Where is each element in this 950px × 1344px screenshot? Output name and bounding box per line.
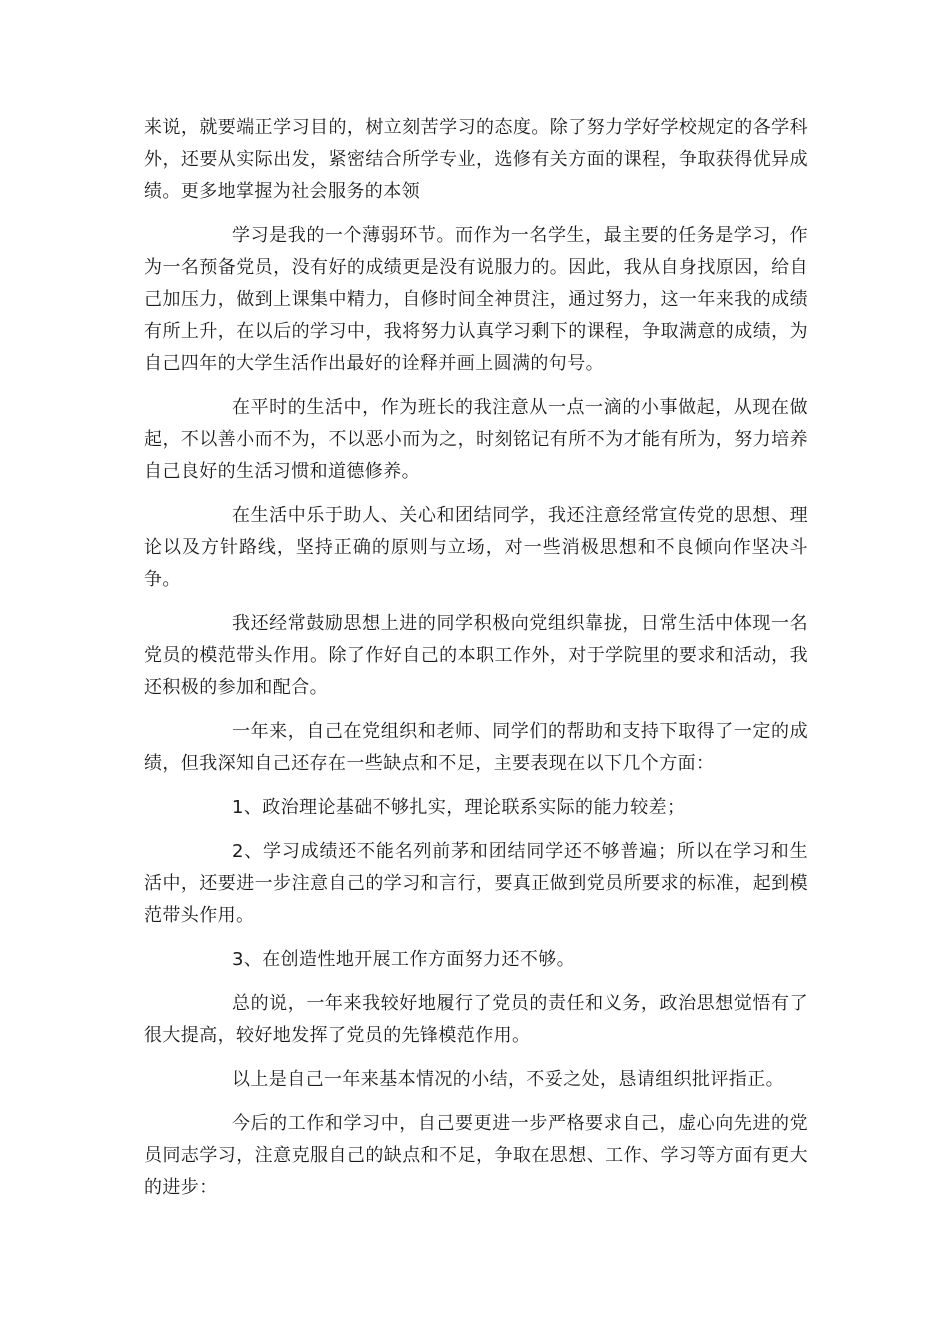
paragraph-3: 在平时的生活中，作为班长的我注意从一点一滴的小事做起，从现在做起，不以善小而不为，不以恶小而为之，时刻铭记有所不为才能有所为，努力培养自己良好的生活习惯和道德修养。 [144,397,808,482]
paragraph-future: 今后的工作和学习中，自己要更进一步严格要求自己，虚心向先进的党员同志学习，注意克服自己的缺点和不足，争取在思想、工作、学习等方面有更大的进步： [144,1113,808,1198]
paragraph-2: 学习是我的一个薄弱环节。而作为一名学生，最主要的任务是学习，作为一名预备党员，没有好的成绩更是没有说服力的。因此，我从自身找原因，给自己加压力，做到上课集中精力，自修时间全神贯注，通过努力，这一年来我的成绩有所上升，在以后的学习中，我将努力认真学习剩下的课程，争取满意的成绩，为自己四年的大学生活作出最好的诠释并画上圆满的句号。 [144,225,808,374]
paragraph-1: 来说，就要端正学习目的，树立刻苦学习的态度。除了努力学好学校规定的各学科外，还要从实际出发，紧密结合所学专业，选修有关方面的课程，争取获得优异成绩。更多地掌握为社会服务的本领 [144,117,808,202]
document-body [144,112,808,1216]
paragraph-summary: 总的说，一年来我较好地履行了党员的责任和义务，政治思想觉悟有了很大提高，较好地发挥了党员的先锋模范作用。 [144,993,808,1046]
paragraph-4: 在生活中乐于助人、关心和团结同学，我还注意经常宣传党的思想、理论以及方针路线，坚持正确的原则与立场，对一些消极思想和不良倾向作坚决斗争。 [144,505,808,590]
list-item-2: 2、学习成绩还不能名列前茅和团结同学还不够普遍；所以在学习和生活中，还要进一步注意自己的学习和言行，要真正做到党员所要求的标准，起到模范带头作用。 [144,841,808,926]
list-item-3: 3、在创造性地开展工作方面努力还不够。 [232,949,576,970]
paragraph-conclusion: 以上是自己一年来基本情况的小结，不妥之处，恳请组织批评指正。 [232,1069,784,1090]
paragraph-6: 一年来，自己在党组织和老师、同学们的帮助和支持下取得了一定的成绩，但我深知自己还存在一些缺点和不足，主要表现在以下几个方面： [144,721,808,774]
paragraph-5: 我还经常鼓励思想上进的同学积极向党组织靠拢，日常生活中体现一名党员的模范带头作用。除了作好自己的本职工作外，对于学院里的要求和活动，我还积极的参加和配合。 [144,613,808,698]
list-item-1: 1、政治理论基础不够扎实，理论联系实际的能力较差； [232,797,686,818]
